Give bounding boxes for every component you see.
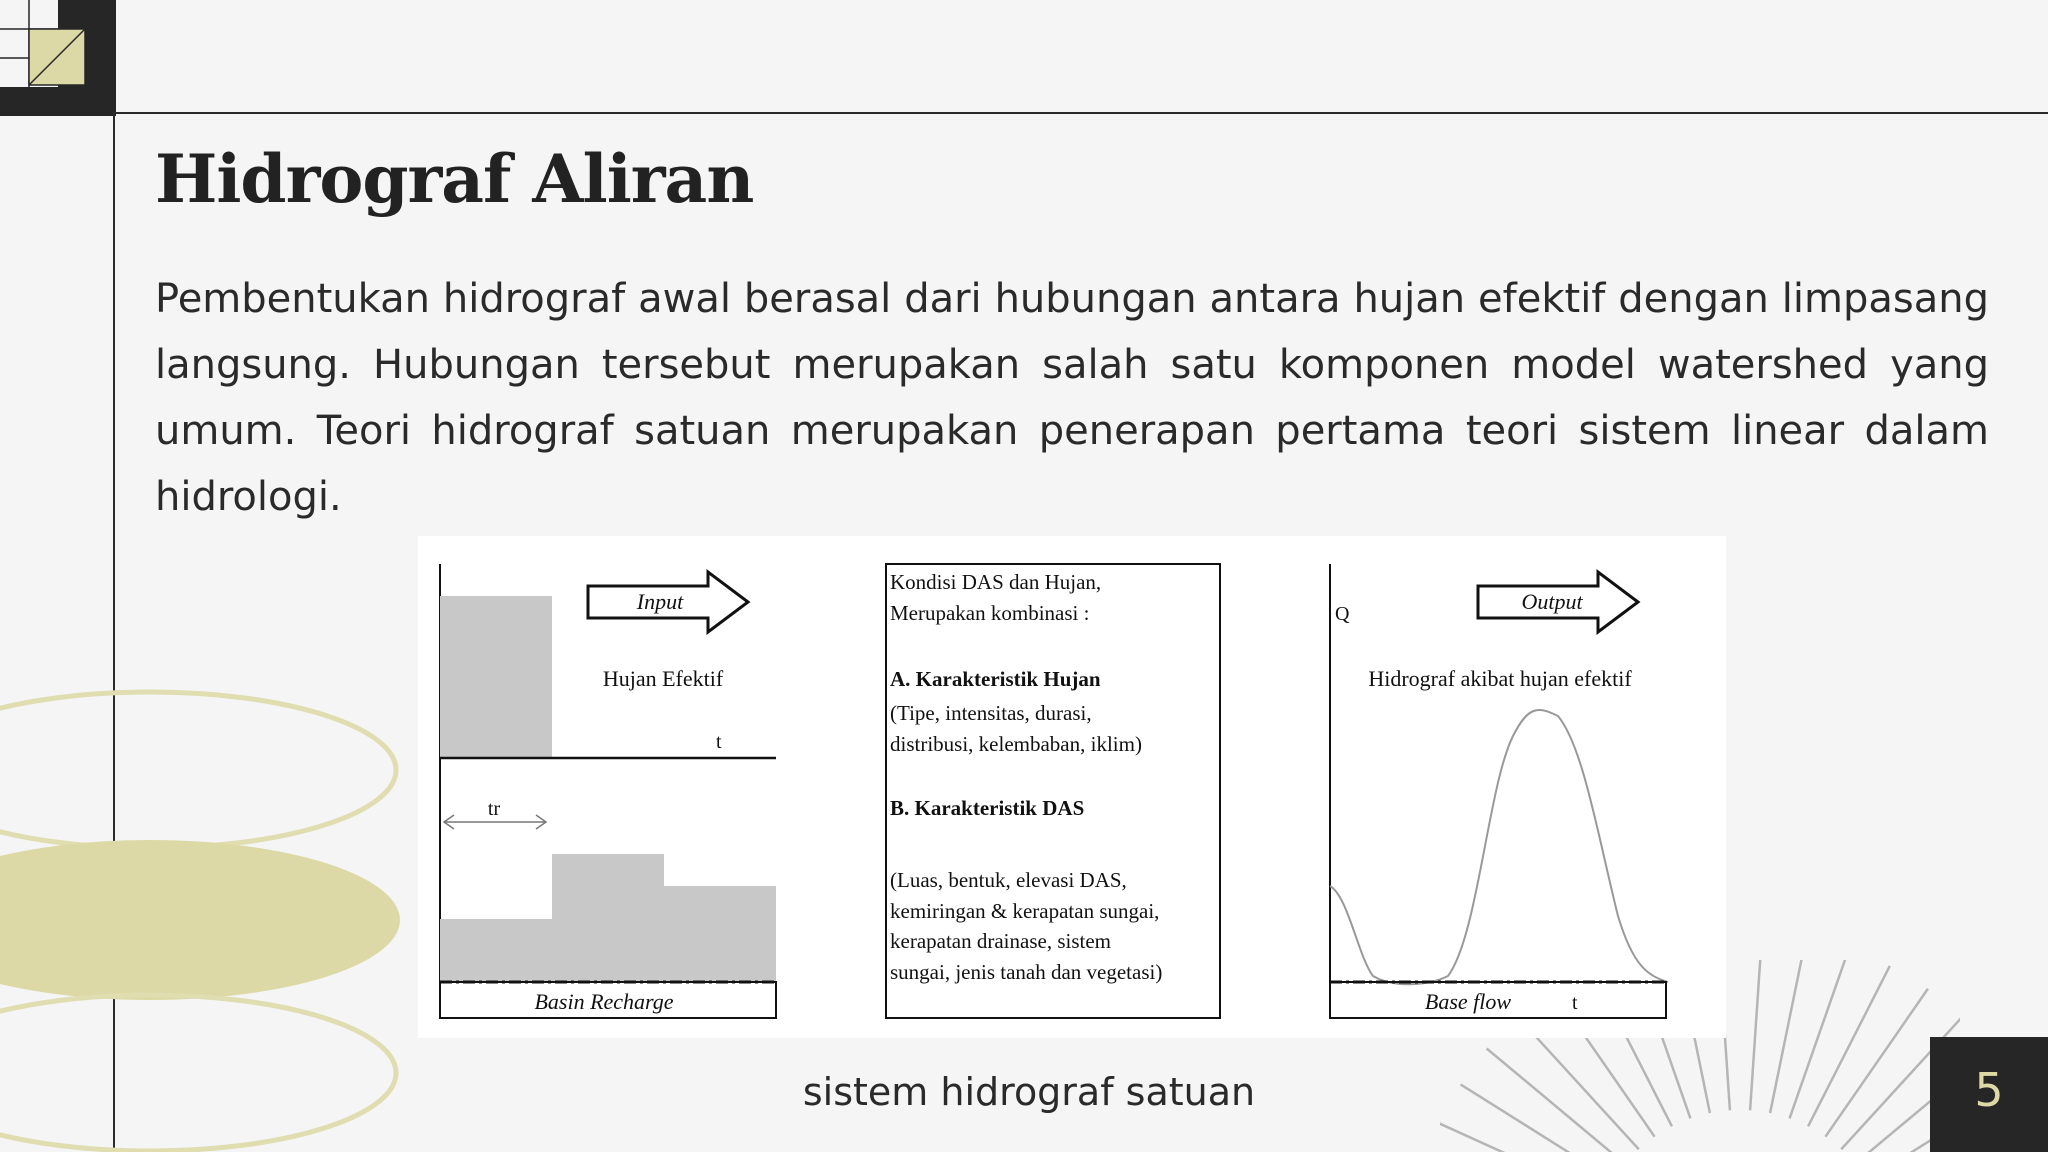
hydrograph-system-figure — [418, 536, 1726, 1038]
output-time-label: t — [1572, 992, 1578, 1014]
top-rule — [114, 112, 2048, 114]
recharge-bar — [552, 854, 664, 982]
conditions-line: distribusi, kelembaban, iklim) — [890, 732, 1142, 756]
duration-label: tr — [487, 798, 501, 820]
corner-grid-decoration — [0, 0, 116, 116]
hydrograph-curve — [1330, 710, 1668, 984]
output-arrow-label: Output — [1521, 589, 1583, 614]
recharge-bar — [664, 886, 776, 982]
conditions-panel — [886, 564, 1220, 1018]
basin-recharge-label: Basin Recharge — [534, 989, 674, 1014]
input-panel — [440, 564, 776, 1018]
page-number: 5 — [1974, 1063, 2004, 1117]
conditions-line: (Tipe, intensitas, durasi, — [890, 701, 1092, 725]
recharge-bar — [440, 919, 552, 982]
conditions-line: kerapatan drainase, sistem — [890, 929, 1111, 953]
input-arrow-label: Input — [636, 589, 684, 614]
base-flow-label: Base flow — [1424, 989, 1512, 1014]
conditions-line: Merupakan kombinasi : — [890, 601, 1090, 625]
rain-characteristics-heading: A. Karakteristik Hujan — [890, 667, 1101, 691]
output-panel — [1330, 564, 1668, 1018]
hydrograph-label: Hidrograf akibat hujan efektif — [1368, 666, 1632, 691]
conditions-line: Kondisi DAS dan Hujan, — [890, 570, 1102, 594]
intro-paragraph: Pembentukan hidrograf awal berasal dari hubungan antara hujan efektif dengan limpasang langsung. Hubungan tersebut merupakan salah satu komponen model watershed yang umum. Teori hidrograf satuan merupakan penerapan pertama teori sistem linear dalam hidrologi. — [155, 276, 1989, 520]
conditions-line: (Luas, bentuk, elevasi DAS, — [890, 868, 1127, 892]
figure-caption: sistem hidrograf satuan — [802, 1070, 1256, 1114]
watershed-characteristics-heading: B. Karakteristik DAS — [890, 796, 1085, 820]
rain-label: Hujan Efektif — [602, 666, 724, 691]
conditions-line: sungai, jenis tanah dan vegetasi) — [890, 960, 1163, 984]
slide-title: Hidrograf Aliran — [155, 140, 754, 218]
conditions-line: kemiringan & kerapatan sungai, — [890, 899, 1160, 923]
rain-time-label: t — [716, 731, 722, 753]
discharge-axis-label: Q — [1335, 603, 1350, 625]
burst-line — [1440, 1124, 1603, 1152]
effective-rain-bar — [440, 596, 552, 758]
